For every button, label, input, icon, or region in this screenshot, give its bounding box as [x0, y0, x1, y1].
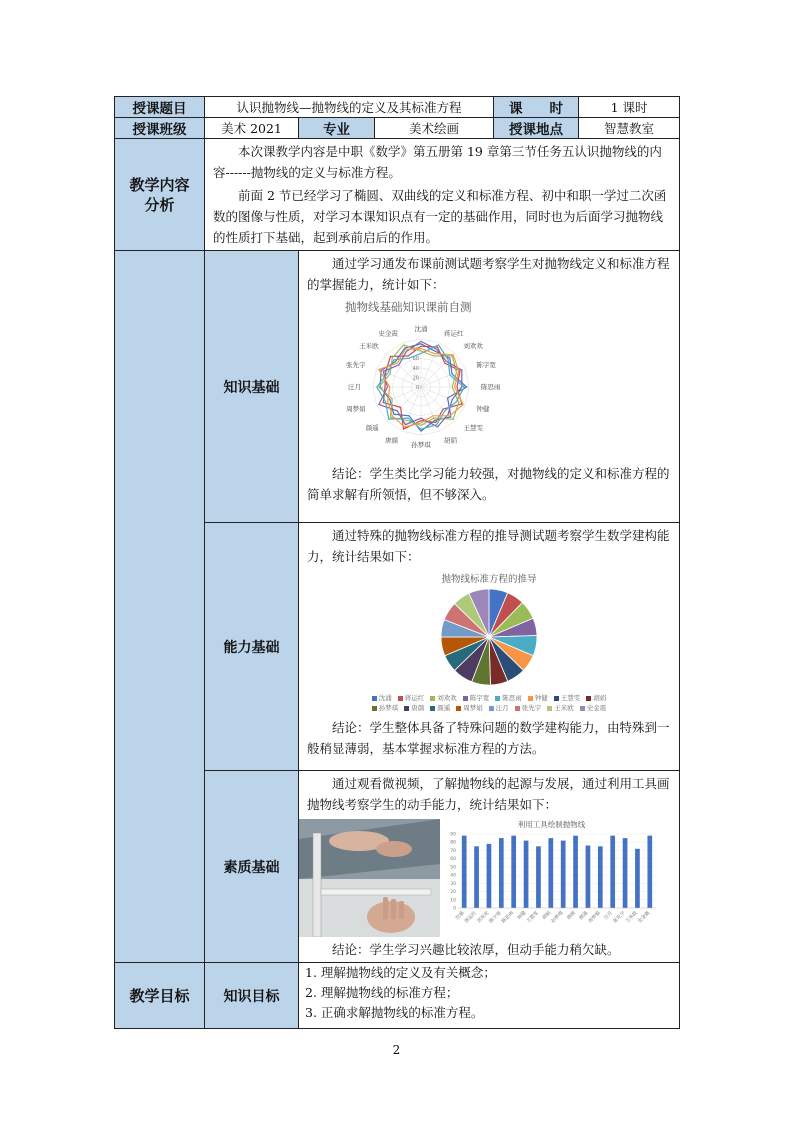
- pie-legend-label: 钟健: [534, 694, 548, 702]
- pie-legend-item: [495, 693, 522, 703]
- pie-legend-item: [456, 703, 483, 713]
- bar-y-tick-label: 60: [450, 857, 456, 863]
- bar-x-tick-label: 王慧雯: [526, 910, 540, 925]
- bar-x-tick-label: 史金震: [637, 910, 652, 925]
- radar-category-label: 孙梦琪: [411, 441, 431, 449]
- bar: [524, 841, 529, 908]
- bar-x-tick-label: 钟健: [517, 910, 528, 922]
- bar-x-tick-label: 孙梦琪: [550, 910, 565, 925]
- bar: [462, 836, 467, 908]
- legend-swatch-icon: [547, 706, 552, 711]
- radar-category-label: 颜遥: [365, 424, 379, 433]
- quality-media-row: [299, 819, 679, 937]
- radar-category-label: 王米欧: [359, 341, 379, 350]
- radar-category-label: 沈涌: [414, 325, 428, 333]
- legend-swatch-icon: [372, 696, 377, 701]
- bar-y-tick-label: 10: [450, 898, 456, 904]
- quality-conclusion: 结论：学生学习兴趣比较浓厚，但动手能力稍欠缺。: [332, 942, 620, 957]
- quality-basis-label: 素质基础: [205, 771, 299, 963]
- legend-swatch-icon: [489, 706, 494, 711]
- radar-tick-label: 60: [412, 356, 419, 363]
- radar-category-label: 陈宇宽: [476, 360, 496, 369]
- bar-y-tick-label: 30: [450, 881, 456, 887]
- bar-x-tick-label: 汪月: [603, 910, 615, 922]
- goal-item-1: 1. 理解抛物线的定义及有关概念；: [305, 965, 496, 980]
- pie-legend-label: 颜遥: [437, 704, 451, 712]
- bar: [635, 849, 640, 908]
- bar-y-tick-label: 50: [450, 865, 456, 871]
- teaching-goals-label: 教学目标: [115, 963, 205, 1029]
- bar: [561, 841, 566, 908]
- bar: [598, 846, 603, 908]
- pie-legend-label: 王慧雯: [560, 694, 581, 702]
- legend-swatch-icon: [430, 706, 435, 711]
- bar-chart-box: [444, 819, 659, 944]
- bar: [474, 846, 479, 908]
- bar: [573, 836, 578, 908]
- learning-basis-blank: [115, 251, 205, 963]
- drawing-photo: [299, 819, 440, 937]
- bar-x-tick-label: 胡娟: [541, 910, 553, 922]
- pie-legend-item: [398, 693, 425, 703]
- bar: [548, 838, 553, 908]
- bar: [647, 836, 652, 908]
- bar-x-tick-label: 刘欢欢: [476, 910, 491, 925]
- topic-label: 授课题目: [115, 97, 205, 118]
- content-analysis-p1: 本次课教学内容是中职《数学》第五册第 19 章第三节任务五认识抛物线的内容------抛物线的定义与标准方程。: [213, 144, 662, 180]
- pie-legend-item: [515, 703, 542, 713]
- pie-chart-box: [299, 571, 679, 713]
- radar-category-label: 周梦娟: [346, 405, 366, 414]
- pie-legend-item: [580, 703, 607, 713]
- radar-tick-label: 20: [412, 375, 419, 382]
- topic-value: 认识抛物线—抛物线的定义及其标准方程: [205, 97, 494, 118]
- legend-swatch-icon: [456, 706, 461, 711]
- bar: [511, 836, 516, 908]
- knowledge-basis-label: 知识基础: [205, 251, 299, 523]
- radar-category-label: 刘欢欢: [463, 341, 483, 350]
- bar-y-tick-label: 90: [450, 832, 456, 838]
- pie-chart: [429, 585, 549, 689]
- knowledge-intro: 通过学习通发布课前测试题考察学生对抛物线定义和标准方程的掌握能力，统计如下：: [307, 256, 670, 292]
- bar: [499, 838, 504, 908]
- legend-swatch-icon: [430, 696, 435, 701]
- bar: [487, 844, 492, 908]
- pie-legend-item: [547, 703, 574, 713]
- bar-y-tick-label: 40: [450, 873, 456, 879]
- bar-chart-title: 利用工具绘制抛物线: [517, 820, 586, 829]
- bar: [623, 838, 628, 908]
- pie-legend-item: [554, 693, 581, 703]
- knowledge-conclusion: 结论：学生类比学习能力较强，对抛物线的定义和标准方程的简单求解有所领悟，但不够深入。: [307, 466, 670, 502]
- content-analysis-p2: 前面 2 节已经学习了椭圆、双曲线的定义和标准方程、初中和职一学过二次函数的图像与性质，对学习本课知识点有一定的基础作用，同时也为后面学习抛物线的性质打下基础，起到承前启后的作用。: [213, 188, 667, 245]
- pie-legend-label: 张先宇: [521, 704, 542, 712]
- radar-category-label: 王慧雯: [463, 424, 483, 433]
- pie-legend-item: [430, 693, 457, 703]
- pie-legend-item: [372, 703, 399, 713]
- pie-legend-label: 陈宇宽: [469, 694, 490, 702]
- bar-x-tick-label: 王米欧: [625, 910, 639, 925]
- bar: [610, 836, 615, 908]
- goal-item-3: 3. 正确求解抛物线的标准方程。: [305, 1005, 484, 1020]
- pie-legend-item: [404, 703, 424, 713]
- pie-legend-label: 唐颜: [411, 704, 425, 712]
- radar-category-label: 唐颜: [385, 436, 399, 445]
- legend-swatch-icon: [554, 696, 559, 701]
- pie-legend-label: 蒋运红: [404, 694, 425, 702]
- ability-basis-label: 能力基础: [205, 523, 299, 771]
- bar-x-tick-label: 颜遥: [579, 910, 590, 922]
- legend-swatch-icon: [586, 696, 591, 701]
- radar-tick-label: 40: [412, 365, 419, 372]
- major-value: 美术绘画: [375, 118, 494, 139]
- pie-legend-item: [372, 693, 392, 703]
- bar-x-tick-label: 蒋运红: [464, 910, 478, 925]
- radar-chart: [331, 315, 511, 455]
- legend-swatch-icon: [404, 706, 409, 711]
- pie-legend-item: [586, 693, 606, 703]
- bar: [536, 846, 541, 908]
- pie-legend: [364, 693, 614, 713]
- pie-chart-title: 抛物线标准方程的推导: [441, 574, 537, 585]
- ability-intro: 通过特殊的抛物线标准方程的推导测试题考察学生数学建构能力，统计结果如下：: [307, 528, 670, 564]
- bar-x-tick-label: 张先宇: [612, 910, 627, 925]
- legend-swatch-icon: [495, 696, 500, 701]
- pie-legend-label: 沈涌: [378, 694, 392, 702]
- goal-item-2: 2. 理解抛物线的标准方程；: [305, 985, 459, 1000]
- bar-x-tick-label: 唐颜: [566, 910, 577, 922]
- radar-category-label: 陈思雨: [481, 383, 501, 391]
- bar-y-tick-label: 80: [450, 840, 456, 846]
- radar-category-label: 蒋运红: [443, 329, 464, 338]
- radar-category-label: 张先宇: [346, 360, 366, 369]
- pie-legend-label: 陈思雨: [502, 694, 522, 702]
- legend-swatch-icon: [372, 706, 377, 711]
- bar-x-tick-label: 陈思雨: [501, 910, 516, 925]
- radar-category-label: 钟健: [476, 405, 490, 414]
- pie-legend-label: 孙梦琪: [378, 704, 399, 712]
- radar-chart-box: [331, 299, 679, 459]
- ability-conclusion: 结论：学生整体具备了特殊问题的数学建构能力，由特殊到一般稍显薄弱，基本掌握求标准方程的方法。: [307, 720, 670, 756]
- bar-x-tick-label: 沈涌: [455, 910, 466, 922]
- pie-legend-item: [489, 703, 509, 713]
- bar: [586, 846, 591, 908]
- pie-legend-label: 汪月: [495, 704, 509, 712]
- content-analysis-label: 教学内容分析: [115, 139, 205, 251]
- page-number: 2: [392, 1043, 401, 1057]
- legend-swatch-icon: [528, 696, 533, 701]
- radar-category-label: 汪月: [348, 383, 361, 391]
- bar-y-tick-label: 70: [450, 848, 456, 854]
- knowledge-goals-label: 知识目标: [205, 963, 299, 1029]
- radar-tick-label: 80: [412, 346, 419, 353]
- class-value: 美术 2021: [205, 118, 299, 139]
- pie-legend-label: 周梦娟: [463, 704, 483, 712]
- radar-category-label: 胡娟: [443, 436, 457, 445]
- bar-y-tick-label: 20: [450, 890, 456, 896]
- hours-label: 课 时: [494, 97, 579, 118]
- bar-chart: [444, 830, 659, 940]
- pie-legend-label: 王米欧: [554, 704, 574, 712]
- place-value: 智慧教室: [579, 118, 680, 139]
- bar-x-tick-label: 陈宇宽: [489, 910, 503, 925]
- pie-legend-label: 刘欢欢: [437, 694, 457, 702]
- place-label: 授课地点: [494, 118, 579, 139]
- radar-category-label: 史金震: [378, 329, 399, 338]
- legend-swatch-icon: [515, 706, 520, 711]
- class-label: 授课班级: [115, 118, 205, 139]
- major-label: 专业: [299, 118, 375, 139]
- pie-legend-label: 史金震: [586, 704, 607, 712]
- bar-y-tick-label: 0: [453, 906, 456, 912]
- bar-x-tick-label: 周梦娟: [588, 910, 602, 925]
- hours-value: 1 课时: [579, 97, 680, 118]
- legend-swatch-icon: [398, 696, 403, 701]
- pie-legend-item: [430, 703, 450, 713]
- radar-tick-label: 0: [415, 385, 419, 391]
- pie-legend-item: [463, 693, 490, 703]
- pie-legend-label: 胡娟: [593, 694, 607, 702]
- radar-chart-title: 抛物线基础知识课前自测: [345, 300, 472, 314]
- quality-intro: 通过观看微视频，了解抛物线的起源与发展，通过利用工具画抛物线考察学生的动手能力，统计结果如下：: [307, 776, 670, 812]
- lesson-plan-table: [114, 96, 680, 1029]
- pie-legend-item: [528, 693, 548, 703]
- legend-swatch-icon: [580, 706, 585, 711]
- legend-swatch-icon: [463, 696, 468, 701]
